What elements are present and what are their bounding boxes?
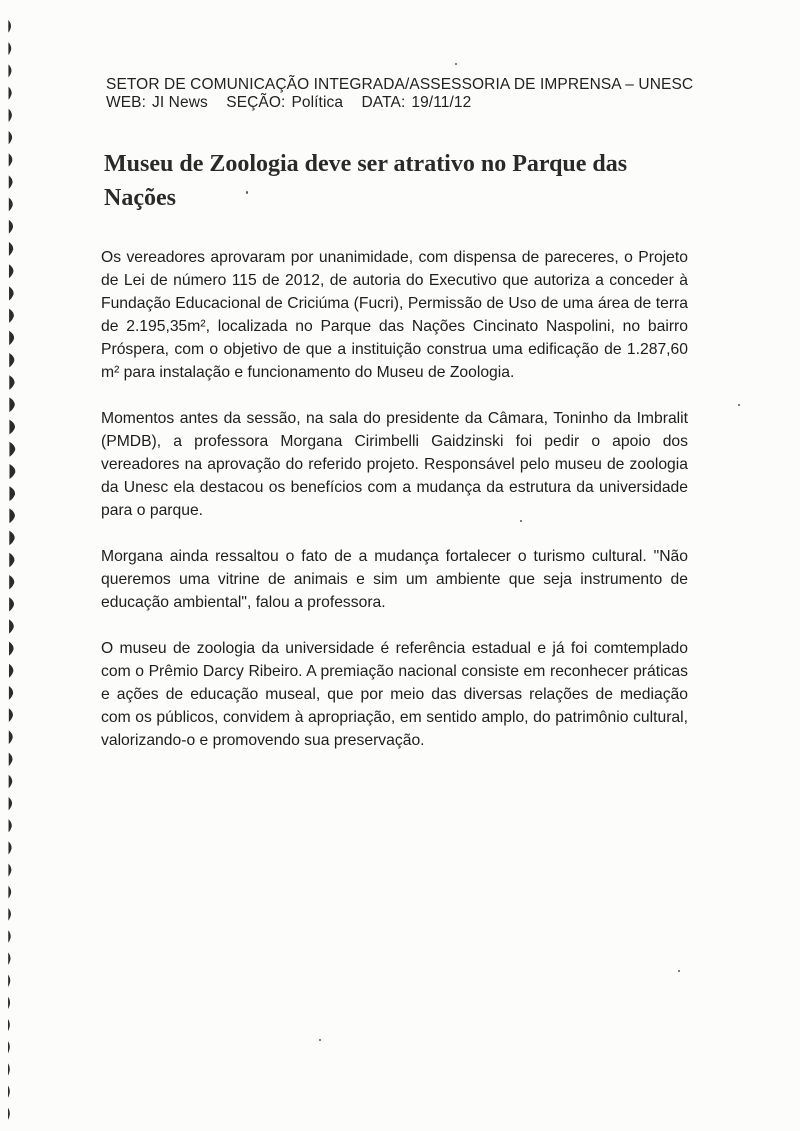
binding-hole bbox=[9, 708, 13, 722]
binding-hole bbox=[9, 264, 13, 278]
binding-hole bbox=[9, 619, 14, 633]
binding-hole bbox=[9, 797, 12, 810]
binding-hole bbox=[8, 997, 10, 1009]
web-value: JI News bbox=[152, 94, 208, 111]
scan-speck bbox=[738, 404, 740, 406]
binding-hole bbox=[8, 908, 11, 921]
article-title: Museu de Zoologia deve ser atrativo no Parque das Nações bbox=[104, 151, 628, 211]
scan-speck bbox=[520, 520, 522, 522]
binding-hole bbox=[8, 975, 10, 987]
binding-hole bbox=[9, 730, 13, 744]
binding-hole bbox=[9, 397, 14, 412]
scan-speck bbox=[246, 191, 248, 194]
binding-hole bbox=[8, 1063, 10, 1075]
binding-hole bbox=[9, 420, 15, 435]
binding-hole bbox=[8, 930, 10, 942]
binding-hole bbox=[9, 553, 14, 568]
binding-hole bbox=[9, 286, 14, 300]
binding-hole bbox=[8, 64, 11, 77]
article-paragraph-1: Os vereadores aprovaram por unanimidade, com dispensa de pareceres, o Projeto de Lei de número 115 de 2012, de autoria do Executivo que autoriza a conceder à Fundação Educacional de Criciúma (Fucri), Permissão de Uso de uma área de terra de 2.195,35m², localizada no Parque das Nações Cincinato Naspolini, no bairro Próspera, com o objetivo de que a instituição construa uma edificação de 1.287,60 m² para instalação e funcionamento do Museu de Zoologia. bbox=[101, 249, 688, 381]
binding-hole bbox=[9, 131, 13, 144]
binding-hole bbox=[9, 198, 13, 212]
binding-hole bbox=[9, 753, 13, 766]
binding-hole bbox=[8, 1086, 10, 1098]
binding-hole bbox=[8, 841, 11, 854]
binding-hole bbox=[9, 220, 13, 234]
binding-hole bbox=[9, 353, 14, 367]
binding-hole bbox=[8, 864, 11, 877]
binding-hole bbox=[9, 442, 15, 457]
scan-speck bbox=[455, 63, 457, 65]
binding-hole bbox=[9, 531, 14, 546]
binding-hole bbox=[9, 242, 13, 256]
binding-hole bbox=[8, 952, 10, 964]
press-office-header bbox=[106, 76, 706, 112]
date-value: 19/11/12 bbox=[411, 94, 472, 111]
binding-hole bbox=[9, 597, 14, 611]
binding-hole bbox=[9, 686, 13, 700]
binding-hole bbox=[9, 486, 15, 501]
binding-hole bbox=[9, 331, 14, 345]
binding-hole bbox=[9, 464, 15, 479]
date-label: DATA: bbox=[361, 94, 406, 111]
binding-hole bbox=[8, 20, 11, 33]
section-value: Política bbox=[291, 94, 344, 111]
binding-hole bbox=[8, 42, 11, 55]
header-meta-line bbox=[106, 94, 706, 112]
binding-hole bbox=[9, 109, 12, 122]
section-label: SEÇÃO: bbox=[226, 94, 286, 111]
binding-hole bbox=[9, 309, 14, 323]
binding-hole bbox=[8, 886, 11, 899]
binding-hole bbox=[9, 575, 14, 589]
binding-hole bbox=[8, 1019, 10, 1031]
article-body bbox=[101, 246, 688, 775]
binding-hole bbox=[9, 175, 13, 188]
scan-speck bbox=[319, 1039, 321, 1041]
binding-hole bbox=[9, 664, 13, 678]
binding-hole bbox=[9, 775, 13, 788]
header-department-line: SETOR DE COMUNICAÇÃO INTEGRADA/ASSESSORIA DE IMPRENSA – UNESC bbox=[106, 76, 694, 93]
binding-hole bbox=[8, 1041, 10, 1053]
article-paragraph-3: Morgana ainda ressaltou o fato de a mudança fortalecer o turismo cultural. "Não queremos uma vitrine de animais e sim um ambiente que seja instrumento de educação ambiental", falou a professora. bbox=[101, 548, 688, 611]
article-paragraph-2: Momentos antes da sessão, na sala do presidente da Câmara, Toninho da Imbralit (PMDB), a professora Morgana Cirimbelli Gaidzinski foi pedir o apoio dos vereadores na aprovação do referido projeto. Responsável pelo museu de zoologia da Unesc ela destacou os benefícios com a mudança da estrutura da universidade para o parque. bbox=[101, 410, 688, 519]
web-label: WEB: bbox=[106, 94, 147, 111]
spiral-binding-holes bbox=[0, 0, 40, 1131]
binding-hole bbox=[9, 642, 14, 656]
binding-hole bbox=[8, 1108, 10, 1120]
binding-hole bbox=[9, 375, 14, 390]
scan-speck bbox=[678, 970, 680, 972]
binding-hole bbox=[9, 508, 15, 523]
binding-hole bbox=[9, 153, 13, 166]
article-paragraph-4: O museu de zoologia da universidade é referência estadual e já foi comtemplado com o Prêmio Darcy Ribeiro. A premiação nacional consiste em reconhecer práticas e ações de educação museal, que por meio das diversas relações de mediação com os públicos, convidem à apropriação, em sentido amplo, do patrimônio cultural, valorizando-o e promovendo sua preservação. bbox=[101, 640, 688, 749]
binding-hole bbox=[9, 819, 12, 832]
binding-hole bbox=[8, 87, 11, 100]
